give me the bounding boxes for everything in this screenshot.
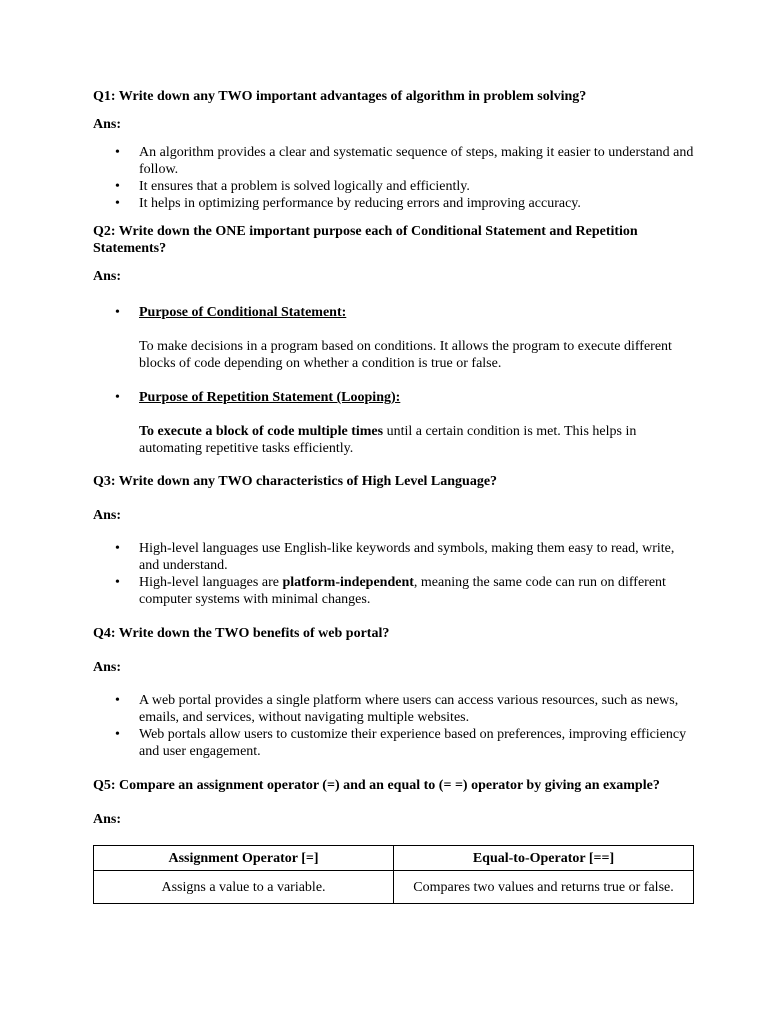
q4-ans-label: Ans:: [93, 660, 122, 675]
list-item: • Web portals allow users to customize their experience based on preferences, improving efficiency and user engagement.: [115, 727, 687, 759]
table-cell: Compares two values and returns true or false.: [394, 871, 694, 904]
list-item: [93, 304, 694, 321]
bullet-icon: •: [115, 305, 120, 320]
table-row: [94, 871, 694, 904]
table-cell: Assigns a value to a variable.: [94, 871, 394, 904]
list-item: [93, 389, 694, 406]
list-item: • It helps in optimizing performance by reducing errors and improving accuracy.: [115, 196, 581, 211]
q1-question: Q1: Write down any TWO important advantages of algorithm in problem solving?: [93, 89, 587, 104]
q2-list: [93, 304, 694, 321]
list-item: • It ensures that a problem is solved logically and efficiently.: [115, 179, 470, 194]
table-header-row: [94, 846, 694, 871]
q2-ans-label: Ans:: [93, 269, 122, 284]
repetition-text: To execute a block of code multiple times until a certain condition is met. This helps in automating repetitive tasks efficiently.: [139, 424, 637, 456]
conditional-heading: Purpose of Conditional Statement:: [139, 305, 347, 320]
repetition-heading: Purpose of Repetition Statement (Looping):: [139, 390, 401, 405]
list-item: • An algorithm provides a clear and systematic sequence of steps, making it easier to understand and follow.: [115, 145, 694, 177]
q1-ans-label: Ans:: [93, 117, 122, 132]
bullet-icon: •: [115, 390, 120, 405]
q5-question: Q5: Compare an assignment operator (=) and an equal to (= =) operator by giving an example?: [93, 778, 660, 793]
q2-list-2: [93, 389, 694, 406]
q2-question: Q2: Write down the ONE important purpose each of Conditional Statement and Repetition Statements?: [93, 224, 638, 256]
q4-question: Q4: Write down the TWO benefits of web portal?: [93, 626, 390, 641]
table-header-cell: Equal-to-Operator [==]: [394, 846, 694, 871]
list-item: • High-level languages use English-like keywords and symbols, making them easy to read, write, and understand.: [115, 541, 675, 573]
comparison-table: [93, 845, 694, 904]
q3-ans-label: Ans:: [93, 508, 122, 523]
q1-list: [93, 144, 694, 212]
q3-question: Q3: Write down any TWO characteristics of High Level Language?: [93, 474, 498, 489]
list-item: • A web portal provides a single platform where users can access various resources, such as news, emails, and services, without navigating multiple websites.: [115, 693, 679, 725]
bullet-icon: •: [115, 145, 120, 160]
bullet-icon: •: [115, 727, 120, 742]
bullet-icon: •: [115, 179, 120, 194]
bullet-icon: •: [115, 693, 120, 708]
q3-list: [93, 540, 694, 608]
bullet-icon: •: [115, 196, 120, 211]
bullet-icon: •: [115, 575, 120, 590]
table-header-cell: Assignment Operator [=]: [94, 846, 394, 871]
conditional-text: To make decisions in a program based on conditions. It allows the program to execute different blocks of code depending on whether a condition is true or false.: [139, 339, 672, 371]
bullet-icon: •: [115, 541, 120, 556]
q5-ans-label: Ans:: [93, 812, 122, 827]
list-item: • High-level languages are platform-independent, meaning the same code can run on different computer systems with minimal changes.: [115, 575, 666, 607]
q4-list: [93, 692, 694, 760]
